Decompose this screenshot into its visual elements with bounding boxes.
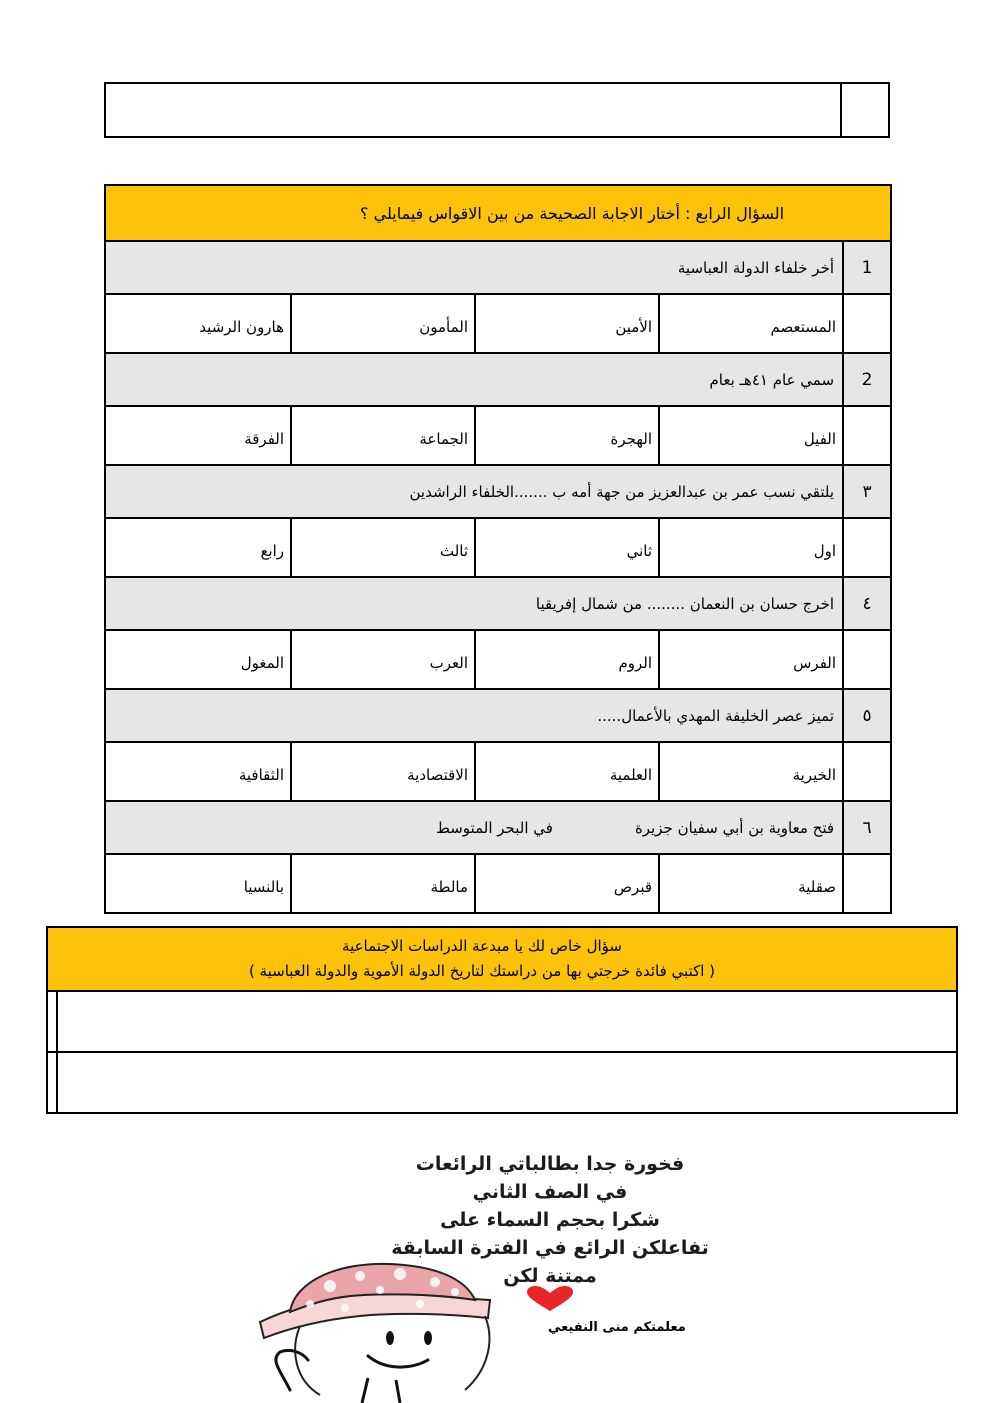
question-stem-text: تميز عصر الخليفة المهدي بالأعمال.....: [597, 706, 835, 725]
options-blank-cell: [843, 518, 891, 577]
answer-option[interactable]: قبرص: [475, 854, 659, 913]
question-four-title: السؤال الرابع : أختار الاجابة الصحيحة من بين الاقواس فيمايلي ؟: [105, 185, 891, 241]
options-blank-cell: [843, 630, 891, 689]
closing-line-5: ممتنة لكن: [503, 1265, 597, 1287]
question-stem: [105, 577, 843, 630]
question-stem-text: فتح معاوية بن أبي سفيان جزيرة: [634, 818, 835, 837]
question-stem: [105, 689, 843, 742]
answer-option[interactable]: هارون الرشيد: [105, 294, 291, 353]
answer-option[interactable]: الفيل: [659, 406, 843, 465]
answer-option[interactable]: بالنسيا: [105, 854, 291, 913]
answer-option[interactable]: ثاني: [475, 518, 659, 577]
question-stem-text: سمي عام ٤١هـ بعام: [709, 370, 835, 389]
special-answer-line-2[interactable]: [57, 1052, 957, 1113]
options-row: [105, 854, 891, 913]
answer-option[interactable]: الفرقة: [105, 406, 291, 465]
special-answer-margin-1: [47, 991, 57, 1052]
special-question-table: [46, 926, 958, 1114]
answer-option[interactable]: المستعصم: [659, 294, 843, 353]
cartoon-character-illustration: [250, 1260, 540, 1403]
options-row: [105, 294, 891, 353]
answer-option[interactable]: المأمون: [291, 294, 475, 353]
answer-option[interactable]: مالطة: [291, 854, 475, 913]
question-row: [105, 801, 891, 854]
answer-option[interactable]: العلمية: [475, 742, 659, 801]
options-blank-cell: [843, 854, 891, 913]
answer-option[interactable]: اول: [659, 518, 843, 577]
question-number: ٣: [843, 465, 891, 518]
answer-option[interactable]: الأمين: [475, 294, 659, 353]
options-row: [105, 742, 891, 801]
teacher-signature: معلمتكم منى النفيعي: [548, 1320, 686, 1335]
special-answer-line-1[interactable]: [57, 991, 957, 1052]
options-blank-cell: [843, 294, 891, 353]
options-row: [105, 518, 891, 577]
question-number: ٦: [843, 801, 891, 854]
question-stem-text: اخرج حسان بن النعمان ........ من شمال إفريقيا: [535, 594, 835, 613]
answer-option[interactable]: الخيرية: [659, 742, 843, 801]
question-stem: [105, 801, 843, 854]
question-stem: [105, 241, 843, 294]
question-four-table: [104, 184, 892, 914]
special-question-title: سؤال خاص لك يا مبدعة الدراسات الاجتماعية: [342, 937, 622, 955]
answer-option[interactable]: صقلية: [659, 854, 843, 913]
answer-option[interactable]: المغول: [105, 630, 291, 689]
question-stem-text: يلتقي نسب عمر بن عبدالعزيز من جهة أمه ب .......الخلفاء الراشدين: [409, 482, 835, 501]
closing-line-2: في الصف الثاني: [472, 1181, 628, 1203]
top-strip-answer-cell[interactable]: [105, 83, 841, 137]
answer-option[interactable]: ثالث: [291, 518, 475, 577]
options-row: [105, 406, 891, 465]
special-question-prompt: ( اكتبي فائدة خرجتي بها من دراستك لتاريخ الدولة الأموية والدولة العباسية ): [248, 962, 716, 980]
special-answer-margin-2: [47, 1052, 57, 1113]
answer-option[interactable]: الفرس: [659, 630, 843, 689]
answer-option[interactable]: الجماعة: [291, 406, 475, 465]
answer-option[interactable]: الهجرة: [475, 406, 659, 465]
question-row: [105, 577, 891, 630]
question-number: ٤: [843, 577, 891, 630]
answer-option[interactable]: العرب: [291, 630, 475, 689]
answer-option[interactable]: الروم: [475, 630, 659, 689]
special-question-header: [47, 927, 957, 991]
question-row: [105, 353, 891, 406]
question-row: [105, 241, 891, 294]
top-strip-number-cell: [841, 83, 889, 137]
question-stem-text: أخر خلفاء الدولة العباسية: [677, 258, 835, 277]
question-number: ٥: [843, 689, 891, 742]
answer-option[interactable]: الاقتصادية: [291, 742, 475, 801]
closing-line-1: فخورة جدا بطالباتي الرائعات: [415, 1153, 685, 1175]
question-stem-suffix: في البحر المتوسط: [436, 818, 553, 837]
answer-option[interactable]: رابع: [105, 518, 291, 577]
closing-line-4: تفاعلكن الرائع في الفترة السابقة: [391, 1237, 709, 1259]
options-row: [105, 630, 891, 689]
options-blank-cell: [843, 406, 891, 465]
question-number: 1: [843, 241, 891, 294]
options-blank-cell: [843, 742, 891, 801]
question-number: 2: [843, 353, 891, 406]
answer-option[interactable]: الثقافية: [105, 742, 291, 801]
question-stem: [105, 353, 843, 406]
question-stem: [105, 465, 843, 518]
question-row: [105, 465, 891, 518]
question-row: [105, 689, 891, 742]
closing-line-3: شكرا بحجم السماء على: [440, 1209, 660, 1231]
top-answer-strip: [104, 82, 890, 138]
